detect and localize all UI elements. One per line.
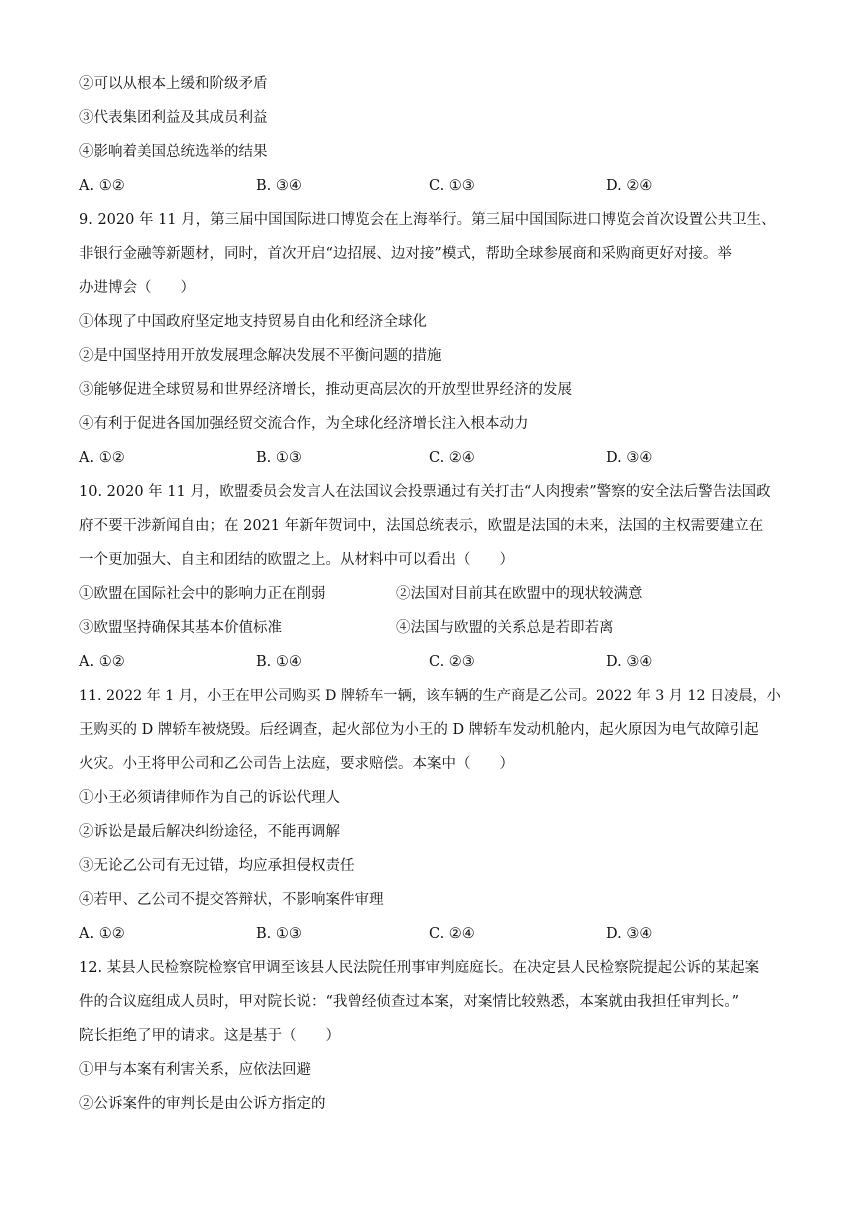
q11-stem-line-1: 11. 2022 年 1 月，小王在甲公司购买 D 牌轿车一辆，该车辆的生产商是乙公司。2022 年 3 月 12 日凌晨，小: [79, 688, 781, 704]
q11-stem-line-3: 火灾。小王将甲公司和乙公司告上法庭，要求赔偿。本案中（ ）: [79, 756, 514, 772]
q10-choice-d: D. ③④: [606, 654, 653, 670]
q9-choice-c: C. ②④: [429, 450, 475, 466]
q10-stem-line-3: 一个更加强大、自主和团结的欧盟之上。从材料中可以看出（ ）: [79, 552, 514, 568]
q12-stem-line-3: 院长拒绝了甲的请求。这是基于（ ）: [79, 1028, 340, 1044]
q8-choice-c: C. ①③: [429, 178, 475, 194]
q10-choice-c: C. ②③: [429, 654, 475, 670]
q10-option-2: ②法国对目前其在欧盟中的现状较满意: [396, 586, 643, 602]
q12-stem-line-2: 件的合议庭组成人员时，甲对院长说：“我曾经侦查过本案，对案情比较熟悉，本案就由我担任审判长。”: [79, 994, 740, 1010]
q9-option-2: ②是中国坚持用开放发展理念解决发展不平衡问题的措施: [79, 348, 442, 364]
q9-choice-b: B. ①③: [256, 450, 302, 466]
q11-answer-choices: [79, 924, 779, 944]
q11-choice-a: A. ①②: [79, 926, 125, 942]
q11-choice-c: C. ②④: [429, 926, 475, 942]
q10-option-4: ④法国与欧盟的关系总是若即若离: [396, 620, 614, 636]
q8-option-3: ③代表集团利益及其成员利益: [79, 110, 268, 126]
q8-option-4: ④影响着美国总统选举的结果: [79, 144, 268, 160]
q10-option-1: ①欧盟在国际社会中的影响力正在削弱: [79, 586, 326, 602]
q11-option-1: ①小王必须请律师作为自己的诉讼代理人: [79, 790, 340, 806]
q10-answer-choices: [79, 652, 779, 672]
q11-option-2: ②诉讼是最后解决纠纷途径，不能再调解: [79, 824, 340, 840]
q8-option-2: ②可以从根本上缓和阶级矛盾: [79, 76, 268, 92]
q10-options-row-2: [79, 618, 779, 638]
q8-choice-a: A. ①②: [79, 178, 125, 194]
q10-stem-line-1: 10. 2020 年 11 月，欧盟委员会发言人在法国议会投票通过有关打击“人肉搜索”警察的安全法后警告法国政: [79, 484, 771, 500]
q11-option-3: ③无论乙公司有无过错，均应承担侵权责任: [79, 858, 355, 874]
q11-choice-b: B. ①③: [256, 926, 302, 942]
q9-answer-choices: [79, 448, 779, 468]
q10-stem-line-2: 府不要干涉新闻自由；在 2021 年新年贺词中，法国总统表示，欧盟是法国的未来，法国的主权需要建立在: [79, 518, 764, 534]
q9-choice-d: D. ③④: [606, 450, 653, 466]
q9-choice-a: A. ①②: [79, 450, 125, 466]
q10-options-row-1: [79, 584, 779, 604]
q12-option-2: ②公诉案件的审判长是由公诉方指定的: [79, 1096, 326, 1112]
q11-option-4: ④若甲、乙公司不提交答辩状，不影响案件审理: [79, 892, 384, 908]
q11-stem-line-2: 王购买的 D 牌轿车被烧毁。后经调查，起火部位为小王的 D 牌轿车发动机舱内，起火原因为电气故障引起: [79, 722, 759, 738]
q9-stem-line-3: 办进博会（ ）: [79, 280, 195, 296]
q9-option-3: ③能够促进全球贸易和世界经济增长，推动更高层次的开放型世界经济的发展: [79, 382, 572, 398]
q10-choice-a: A. ①②: [79, 654, 125, 670]
q10-choice-b: B. ①④: [256, 654, 302, 670]
q8-answer-choices: [79, 176, 779, 196]
q8-choice-d: D. ②④: [606, 178, 653, 194]
q9-option-1: ①体现了中国政府坚定地支持贸易自由化和经济全球化: [79, 314, 427, 330]
q9-option-4: ④有利于促进各国加强经贸交流合作，为全球化经济增长注入根本动力: [79, 416, 529, 432]
q12-option-1: ①甲与本案有利害关系，应依法回避: [79, 1062, 311, 1078]
q11-choice-d: D. ③④: [606, 926, 653, 942]
q9-stem-line-2: 非银行金融等新题材，同时，首次开启“边招展、边对接”模式，帮助全球参展商和采购商更好对接。举: [79, 246, 732, 262]
q9-stem-line-1: 9. 2020 年 11 月，第三届中国国际进口博览会在上海举行。第三届中国国际进口博览会首次设置公共卫生、: [79, 212, 776, 228]
q8-choice-b: B. ③④: [256, 178, 302, 194]
q12-stem-line-1: 12. 某县人民检察院检察官甲调至该县人民法院任刑事审判庭庭长。在决定县人民检察院提起公诉的某起案: [79, 960, 760, 976]
q10-option-3: ③欧盟坚持确保其基本价值标准: [79, 620, 282, 636]
